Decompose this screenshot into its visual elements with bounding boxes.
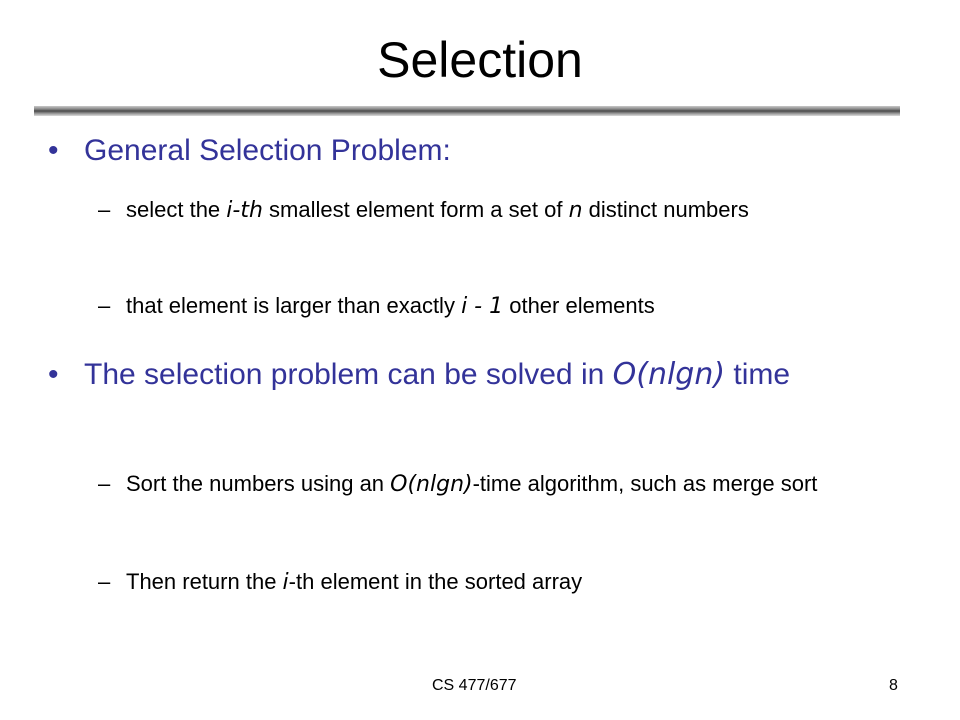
sub-bullet-text — [98, 286, 908, 327]
slide-title: Selection — [377, 32, 583, 88]
sub-bullet-text — [98, 562, 908, 603]
math-n: n — [568, 198, 583, 223]
math-o-nlgn: O(nlgn) — [612, 357, 726, 392]
text-run: distinct numbers — [582, 197, 749, 222]
sub-bullet-text — [98, 464, 908, 505]
text-run: other elements — [503, 293, 655, 318]
text-run: -time algorithm, such as merge sort — [472, 471, 818, 496]
dash-marker: – — [98, 197, 111, 222]
sub-bullet-return-ith — [98, 562, 908, 603]
sub-bullet-larger-than — [98, 286, 908, 327]
bullet-marker: • — [48, 134, 59, 167]
bullet-marker: • — [48, 358, 59, 391]
bullet-selection-solved — [48, 352, 908, 398]
bullet-text: General Selection Problem: — [84, 134, 451, 167]
bullet-text — [48, 352, 908, 398]
text-run: Sort the numbers using an — [126, 471, 391, 496]
math-i: i — [282, 570, 289, 595]
sub-bullet-sort-numbers — [98, 464, 908, 505]
math-o-nlgn: O(nlgn) — [390, 472, 473, 497]
dash-marker: – — [98, 471, 111, 496]
dash-marker: – — [98, 293, 111, 318]
text-run: that element is larger than exactly — [126, 293, 462, 318]
title-divider — [34, 106, 900, 116]
dash-marker: – — [98, 569, 111, 594]
math-i-minus-1: i - 1 — [461, 294, 504, 319]
text-run: The selection problem can be solved in — [84, 358, 613, 391]
text-run: select the — [126, 197, 227, 222]
sub-bullet-text — [98, 190, 908, 231]
sub-bullet-select-ith — [98, 190, 908, 231]
text-run: time — [725, 358, 791, 391]
text-run: Then return the — [126, 569, 283, 594]
text-run: -th element in the sorted array — [288, 569, 583, 594]
text-run: smallest element form a set of — [262, 197, 569, 222]
bullet-general-selection — [48, 130, 908, 172]
footer-course: CS 477/677 — [432, 677, 517, 694]
page-number: 8 — [889, 677, 898, 694]
math-i-th: i-th — [226, 198, 263, 223]
